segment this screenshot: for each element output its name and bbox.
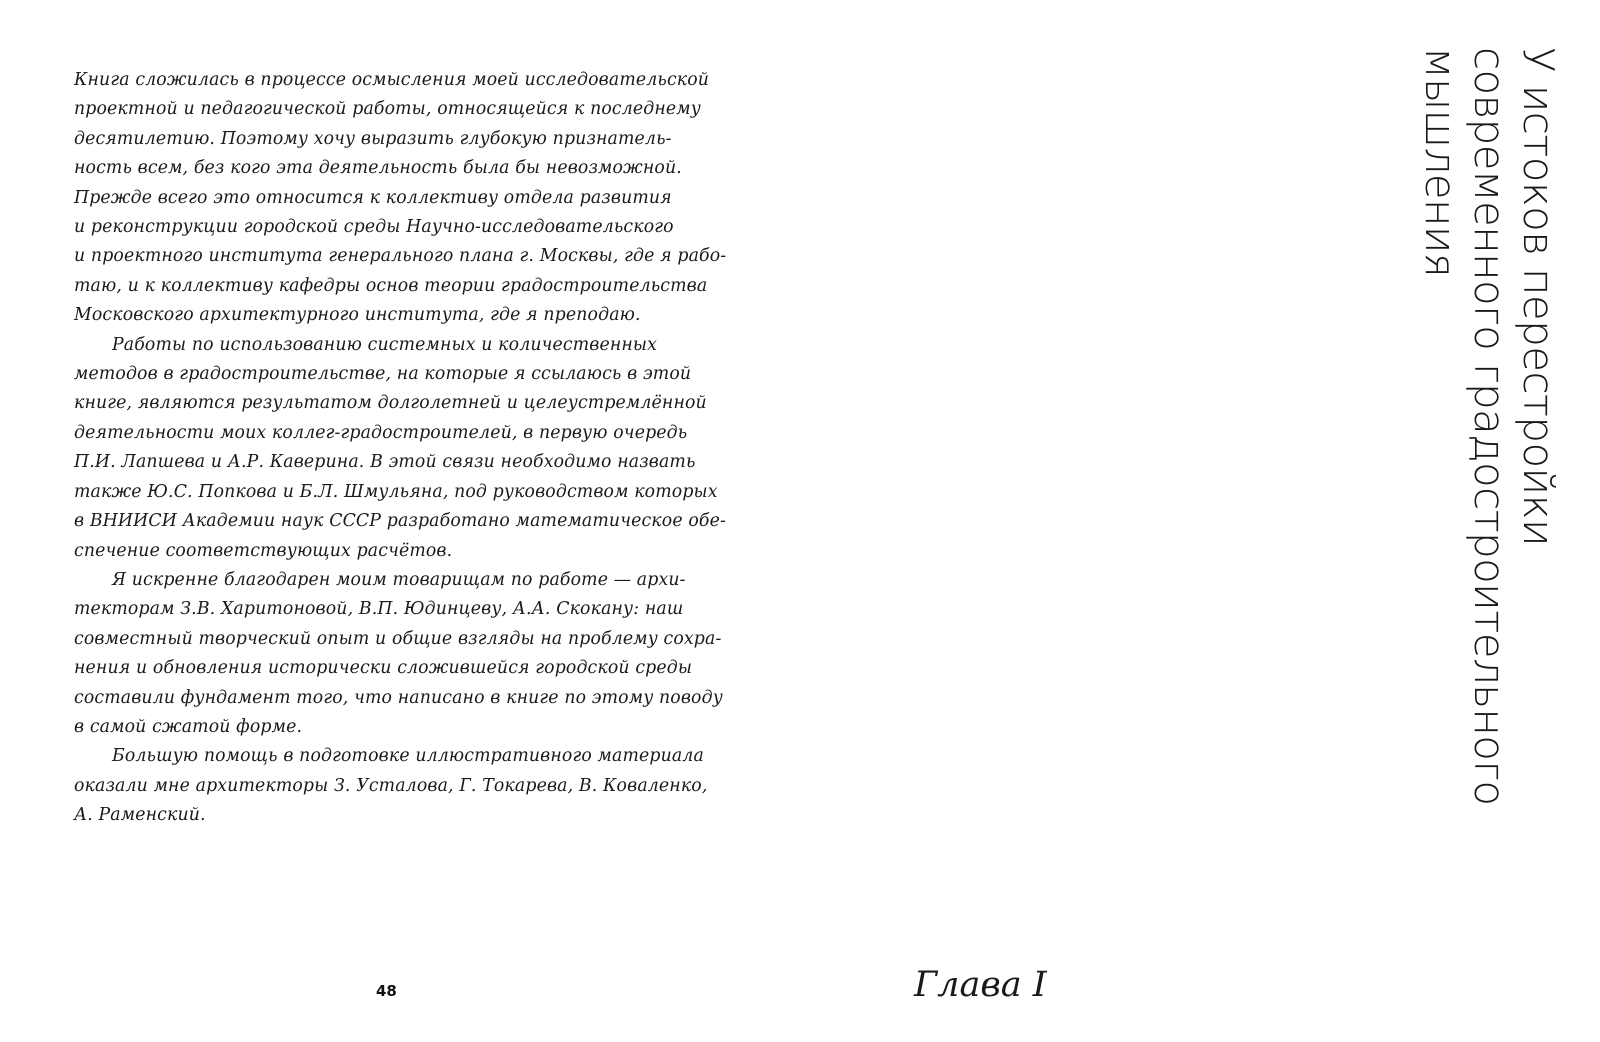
text-line: проектной и педагогической работы, относящейся к последнему <box>74 99 701 120</box>
text-line: методов в градостроительстве, на которые я ссылаюсь в этой <box>74 364 692 385</box>
text-line: А. Раменский. <box>74 805 206 826</box>
chapter-title <box>1416 47 1563 805</box>
chapter-title-line: современного градостроительного <box>1465 47 1514 806</box>
text-line: совместный творческий опыт и общие взгляды на проблему сохра- <box>74 628 722 649</box>
text-line: таю, и к коллективу кафедры основ теории градостроительства <box>74 275 708 296</box>
text-line: П.И. Лапшева и А.Р. Каверина. В этой связи необходимо назвать <box>74 452 696 473</box>
right-page <box>800 0 1600 1042</box>
chapter-title-line: У истоков перестройки <box>1514 47 1563 547</box>
body-text <box>74 66 727 831</box>
text-line: оказали мне архитекторы З. Усталова, Г. Токарева, В. Коваленко, <box>74 775 708 796</box>
text-line: составили фундамент того, что написано в книге по этому поводу <box>74 687 723 708</box>
text-line: Прежде всего это относится к коллективу отдела развития <box>74 187 672 208</box>
text-line: книге, являются результатом долголетней и целеустремлённой <box>74 393 707 414</box>
text-line: Большую помощь в подготовке иллюстративного материала <box>112 746 704 767</box>
page-number: 48 <box>376 982 397 1000</box>
text-line: Работы по использованию системных и количественных <box>112 334 658 355</box>
text-line: Книга сложилась в процессе осмысления моей исследовательской <box>74 70 710 90</box>
text-line: ность всем, без кого эта деятельность была бы невозможной. <box>74 158 682 179</box>
text-line: десятилетию. Поэтому хочу выразить глубокую признатель- <box>74 128 672 149</box>
chapter-title-line: мышления <box>1416 47 1465 278</box>
text-line: в самой сжатой форме. <box>74 716 303 737</box>
text-line: спечение соответствующих расчётов. <box>74 540 453 561</box>
text-line: Я искренне благодарен моим товарищам по работе — архи- <box>112 569 686 590</box>
text-line: и проектного института генерального плана г. Москвы, где я рабо- <box>74 246 727 267</box>
text-line: и реконструкции городской среды Научно-исследовательского <box>74 217 674 238</box>
chapter-label: Глава I <box>914 965 1047 1005</box>
text-line: нения и обновления исторически сложившейся городской среды <box>74 658 693 679</box>
text-line: в ВНИИСИ Академии наук СССР разработано математическое обе- <box>74 511 726 532</box>
text-line: также Ю.С. Попкова и Б.Л. Шмульяна, под руководством которых <box>74 481 718 502</box>
text-line: текторам З.В. Харитоновой, В.П. Юдинцеву, А.А. Скокану: наш <box>74 599 684 620</box>
text-line: Московского архитектурного института, где я преподаю. <box>74 305 641 326</box>
text-line: деятельности моих коллег-градостроителей, в первую очередь <box>74 422 688 443</box>
